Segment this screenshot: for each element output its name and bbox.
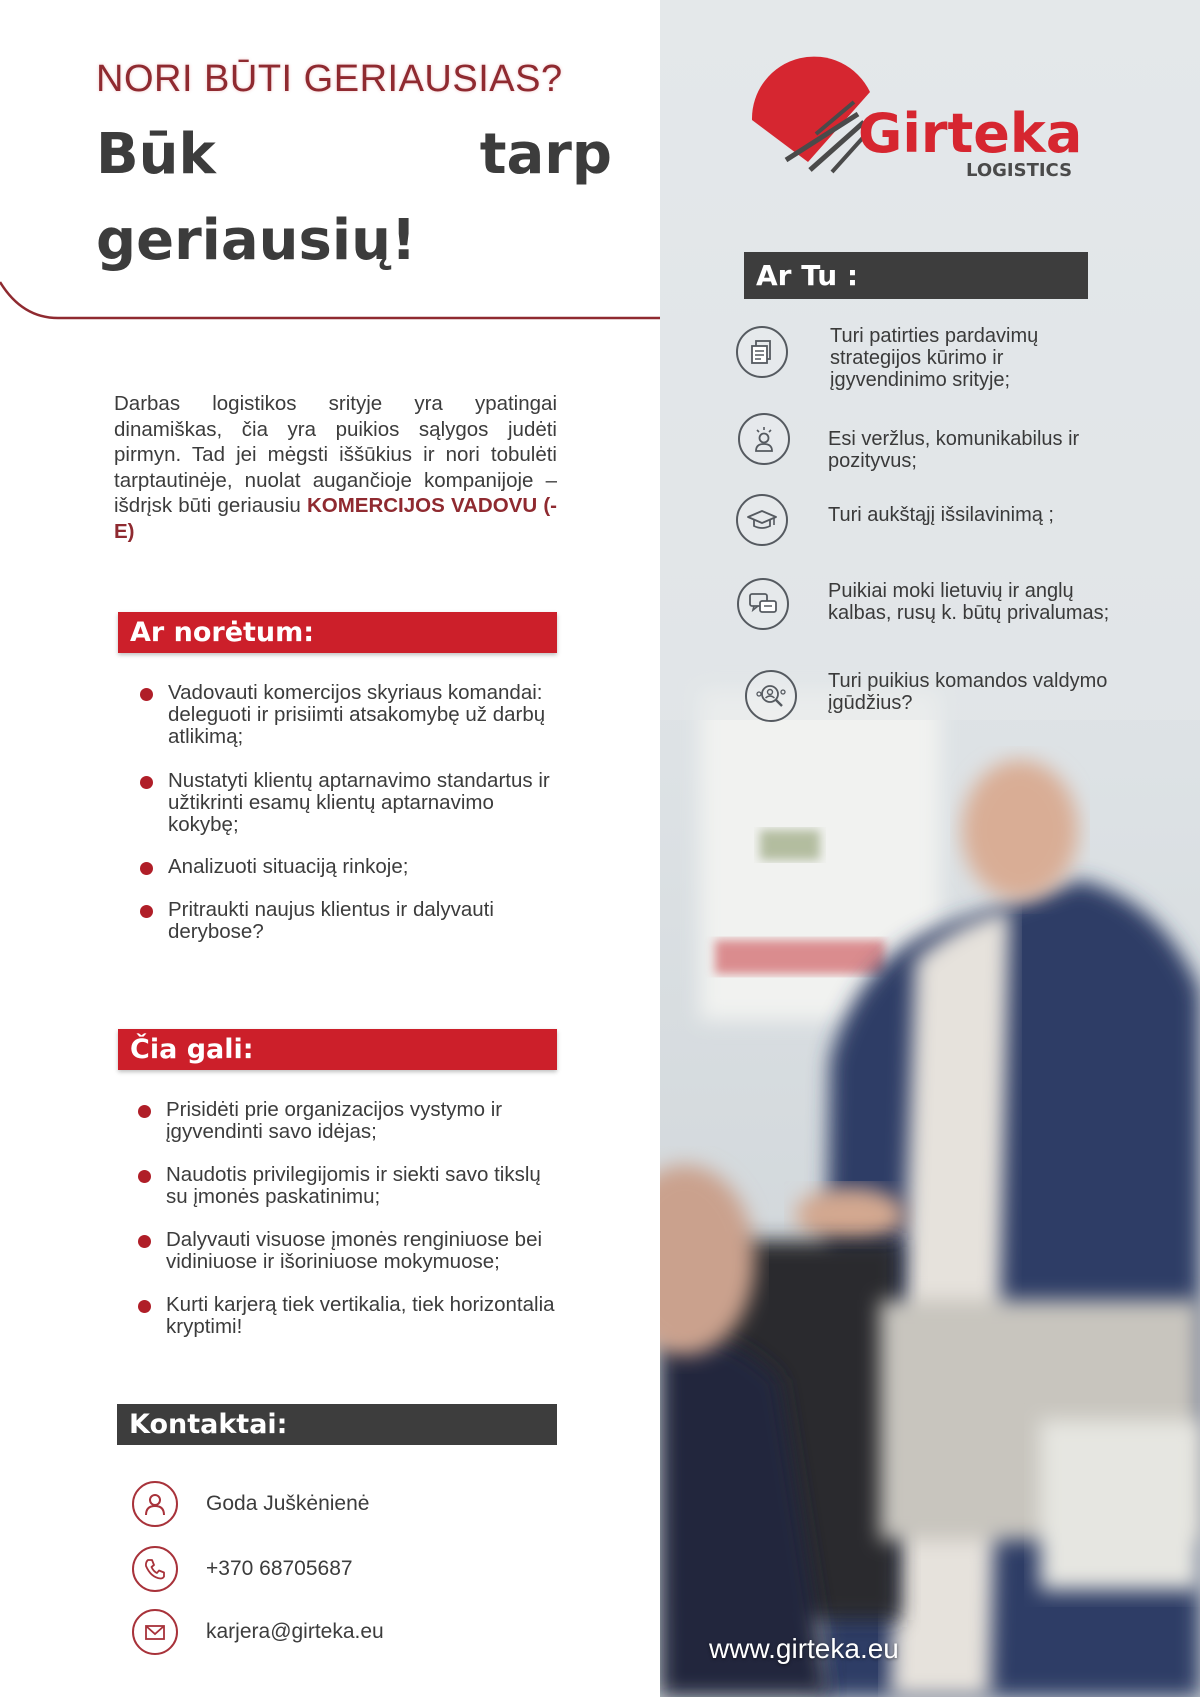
headline-line-2: geriausių! — [96, 208, 417, 273]
bullet-icon — [138, 1300, 151, 1313]
requirement-text: Turi aukštąjį išsilavinimą ; — [828, 504, 1054, 526]
headline-word-1: Būk — [96, 122, 216, 187]
chat-bubbles-icon — [737, 578, 789, 630]
contact-email-row — [132, 1609, 384, 1655]
list-item: Dalyvauti visuose įmonės renginiuose bei vidiniuose ir išoriniuose mokymuose; — [134, 1229, 564, 1273]
bullet-icon — [140, 688, 153, 701]
person-icon — [132, 1481, 178, 1527]
intro-paragraph — [114, 391, 557, 544]
header-kicker: NORI BŪTI GERIAUSIAS? — [96, 58, 563, 100]
phone-icon — [132, 1546, 178, 1592]
list-item: Pritraukti naujus klientus ir dalyvauti derybose? — [136, 899, 566, 943]
graduation-cap-icon — [736, 494, 788, 546]
documents-icon — [736, 326, 788, 378]
girteka-logo — [746, 52, 1106, 192]
contacts-title: Kontaktai: — [117, 1404, 557, 1445]
here-you-can-title: Čia gali: — [118, 1029, 557, 1070]
person-idea-icon — [738, 413, 790, 465]
intro-highlight: KOMERCIJOS VADOVU (-E) — [114, 494, 557, 543]
contact-name: Goda Juškėnienė — [206, 1492, 370, 1515]
intro-text: Darbas logistikos srityje yra ypatingai dinamiškas, čia yra puikios sąlygos judėti pirmyn. Tad jei mėgsti iššūkius ir nori tobulėti tarptautinėje, nuolat augančioje kompanijoje – išdrįsk būti geriausiu — [114, 392, 557, 517]
headline-word-2: tarp — [479, 122, 612, 187]
bullet-icon — [140, 776, 153, 789]
team-search-icon — [745, 670, 797, 722]
requirement-text: Turi patirties pardavimų strategijos kūrimo ir įgyvendinimo srityje; — [830, 325, 1039, 391]
would-you-title: Ar norėtum: — [118, 612, 557, 653]
contact-name-row — [132, 1481, 369, 1527]
bullet-icon — [138, 1170, 151, 1183]
bullet-icon — [140, 862, 153, 875]
envelope-icon — [132, 1609, 178, 1655]
logo-wordmark: Girteka — [858, 102, 1083, 165]
list-item: Nustatyti klientų aptarnavimo standartus ir užtikrinti esamų klientų aptarnavimo kokybę; — [136, 770, 566, 836]
list-item: Analizuoti situaciją rinkoje; — [136, 856, 408, 878]
list-item: Kurti karjerą tiek vertikalia, tiek horizontalia kryptimi! — [134, 1294, 564, 1338]
headline — [96, 112, 612, 284]
contact-email[interactable]: karjera@girteka.eu — [206, 1620, 384, 1643]
list-item: Naudotis privilegijomis ir siekti savo tikslų su įmonės paskatinimu; — [134, 1164, 564, 1208]
right-column — [660, 0, 1200, 1697]
requirement-text: Turi puikius komandos valdymo įgūdžius? — [828, 670, 1108, 714]
contact-phone[interactable]: +370 68705687 — [206, 1557, 353, 1580]
website-link[interactable]: www.girteka.eu — [709, 1633, 899, 1664]
bullet-icon — [138, 1235, 151, 1248]
logo-subtitle: LOGISTICS — [966, 160, 1073, 181]
bullet-icon — [138, 1105, 151, 1118]
list-item: Vadovauti komercijos skyriaus komandai: deleguoti ir prisiimti atsakomybę už darbų atlikimą; — [136, 682, 566, 748]
bullet-icon — [140, 905, 153, 918]
requirement-text: Puikiai moki lietuvių ir anglų kalbas, rusų k. būtų privalumas; — [828, 580, 1110, 624]
requirement-text: Esi veržlus, komunikabilus ir pozityvus; — [828, 428, 1080, 472]
list-item: Prisidėti prie organizacijos vystymo ir įgyvendinti savo idėjas; — [134, 1099, 564, 1143]
contact-phone-row — [132, 1546, 353, 1592]
are-you-title: Ar Tu : — [744, 252, 1088, 299]
